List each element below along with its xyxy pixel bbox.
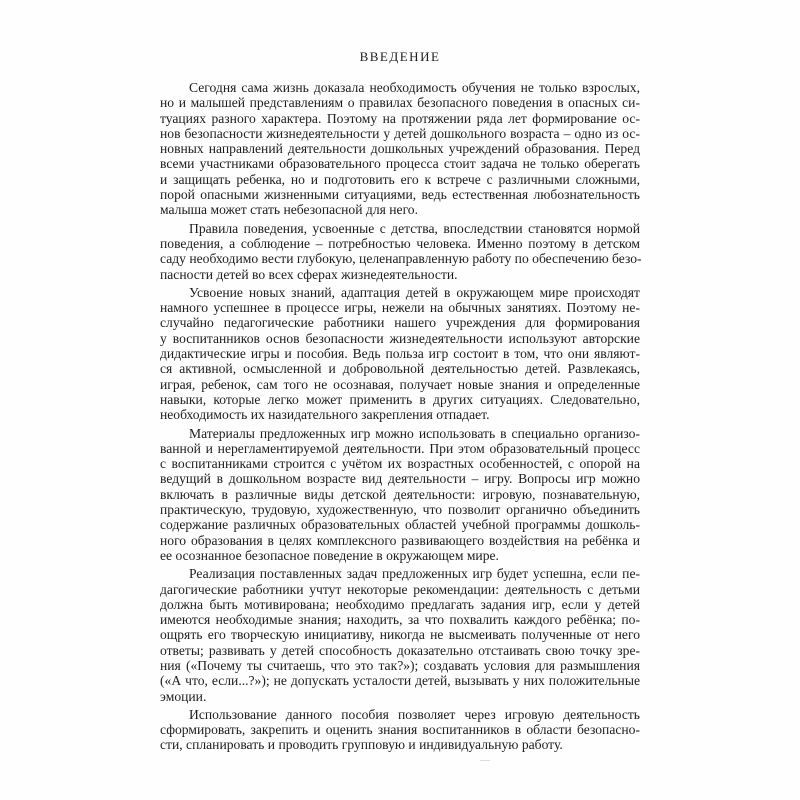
text-line: сформировать, закрепить и оценить знания воспитанников в области безопасно- bbox=[160, 722, 640, 738]
text-line: ведущий в дошкольном возрасте вид деятельности – игру. Вопросы игр можно bbox=[160, 471, 640, 487]
text-line: содержание различных образовательных областей учебной программы дошколь- bbox=[160, 517, 640, 533]
text-line: нов безопасности жизнедеятельности у детей дошкольного возраста – одно из ос- bbox=[160, 125, 640, 141]
text-line: и защищать ребенка, но и подготовить его к встрече с различными сложными, bbox=[160, 171, 640, 187]
paragraph bbox=[160, 426, 640, 564]
text-line: ния («Почему ты считаешь, что это так?»); создавать условия для размышления bbox=[160, 657, 640, 673]
paragraph bbox=[160, 221, 640, 282]
text-line: необходимость их назидательного закрепления отпадает. bbox=[160, 407, 490, 423]
text-line: с воспитанниками строится с учётом их возрастных особенностей, с опорой на bbox=[160, 456, 640, 472]
text-line: ее осознанное безопасное поведение в окружающем мире. bbox=[160, 547, 499, 563]
text-line: саду необходимо вести глубокую, целенаправленную работу по обеспечению безо- bbox=[160, 251, 642, 267]
text-line: сти, спланировать и проводить групповую и индивидуальную работу. bbox=[160, 737, 563, 753]
text-line: дидактические игры и пособия. Ведь польза игр состоит в том, что они являют- bbox=[160, 346, 640, 362]
text-line: намного успешнее в процессе игры, нежели на обычных занятиях. Поэтому не- bbox=[160, 300, 640, 316]
text-line: навыки, которые легко может применить в других ситуациях. Следовательно, bbox=[160, 391, 640, 407]
page-title: ВВЕДЕНИЕ bbox=[359, 49, 441, 64]
text-line: Сегодня сама жизнь доказала необходимость обучения не только взрослых, bbox=[189, 80, 640, 95]
text-line: практическую, трудовую, художественную, что позволит органично объединить bbox=[160, 502, 640, 518]
text-line: поведения, а соблюдение – потребностью человека. Именно поэтому в детском bbox=[160, 235, 640, 251]
text-line: («А что, если...?»); не допускать усталости детей, вызывать у них положительные bbox=[160, 673, 640, 689]
text-line: должна быть мотивирована; необходимо предлагать задания игр, если у детей bbox=[160, 596, 640, 612]
text-line: порой опасными жизненными ситуациями, ведь естественная любознательность bbox=[160, 187, 640, 203]
text-line: имеются необходимые знания; находить, за что похвалить каждого ребёнка; по- bbox=[160, 612, 640, 628]
text-line: новных направлений деятельности дошкольных учреждений образования. Перед bbox=[160, 141, 640, 157]
text-line: ся активной, осмысленной и добровольной деятельностью детей. Развлекаясь, bbox=[160, 361, 640, 377]
text-line: ощрять его творческую инициативу, никогда не высмеивать полученные от него bbox=[160, 627, 640, 643]
text-line: Реализация поставленных задач предложенных игр будет успешна, если пе- bbox=[189, 566, 640, 582]
text-line: играя, ребенок, сам того не осознавая, получает новые знания и определенные bbox=[160, 376, 640, 392]
text-line: включать в различные виды детской деятельности: игровую, познавательную, bbox=[160, 486, 640, 502]
text-line: малыша может стать небезопасной для него. bbox=[160, 202, 418, 218]
paragraph bbox=[160, 566, 640, 704]
paragraph bbox=[160, 80, 640, 218]
text-line: эмоции. bbox=[160, 688, 207, 704]
paragraph bbox=[160, 285, 640, 423]
text-line: но и малышей представлениям о правилах безопасного поведения в опасных си- bbox=[160, 95, 640, 111]
text-line: Правила поведения, усвоенные с детства, впоследствии становятся нормой bbox=[189, 220, 640, 236]
text-line: дагогические работники учтут некоторые рекомендации: деятельность с детьми bbox=[160, 581, 640, 597]
text-line: пасности детей во всех сферах жизнедеятельности. bbox=[160, 266, 458, 282]
text-line: случайно педагогические работники нашего учреждения для формирования bbox=[160, 315, 640, 331]
page-mark bbox=[480, 760, 490, 761]
text-line: у воспитанников основ безопасности жизнедеятельности используют авторские bbox=[160, 330, 640, 346]
text-line: ного образования в целях комплексного развивающего воздействия на ребёнка и bbox=[160, 532, 640, 548]
text-line: Усвоение новых знаний, адаптация детей в окружающем мире происходят bbox=[189, 284, 640, 300]
text-line: ванной и нерегламентируемой деятельности. При этом образовательный процесс bbox=[160, 440, 640, 456]
text-line: Использование данного пособия позволяет через игровую деятельность bbox=[189, 706, 640, 722]
text-line: ответы; развивать у детей способность доказательно отстаивать свою точку зре- bbox=[160, 642, 640, 658]
text-line: туациях разного характера. Поэтому на протяжении ряда лет формирование ос- bbox=[160, 110, 640, 126]
text-line: Материалы предложенных игр можно использовать в специально организо- bbox=[189, 425, 640, 441]
paragraph bbox=[160, 707, 640, 753]
text-line: всеми участниками образовательного процесса стоит задача не только оберегать bbox=[160, 156, 640, 172]
body-text bbox=[160, 80, 640, 753]
